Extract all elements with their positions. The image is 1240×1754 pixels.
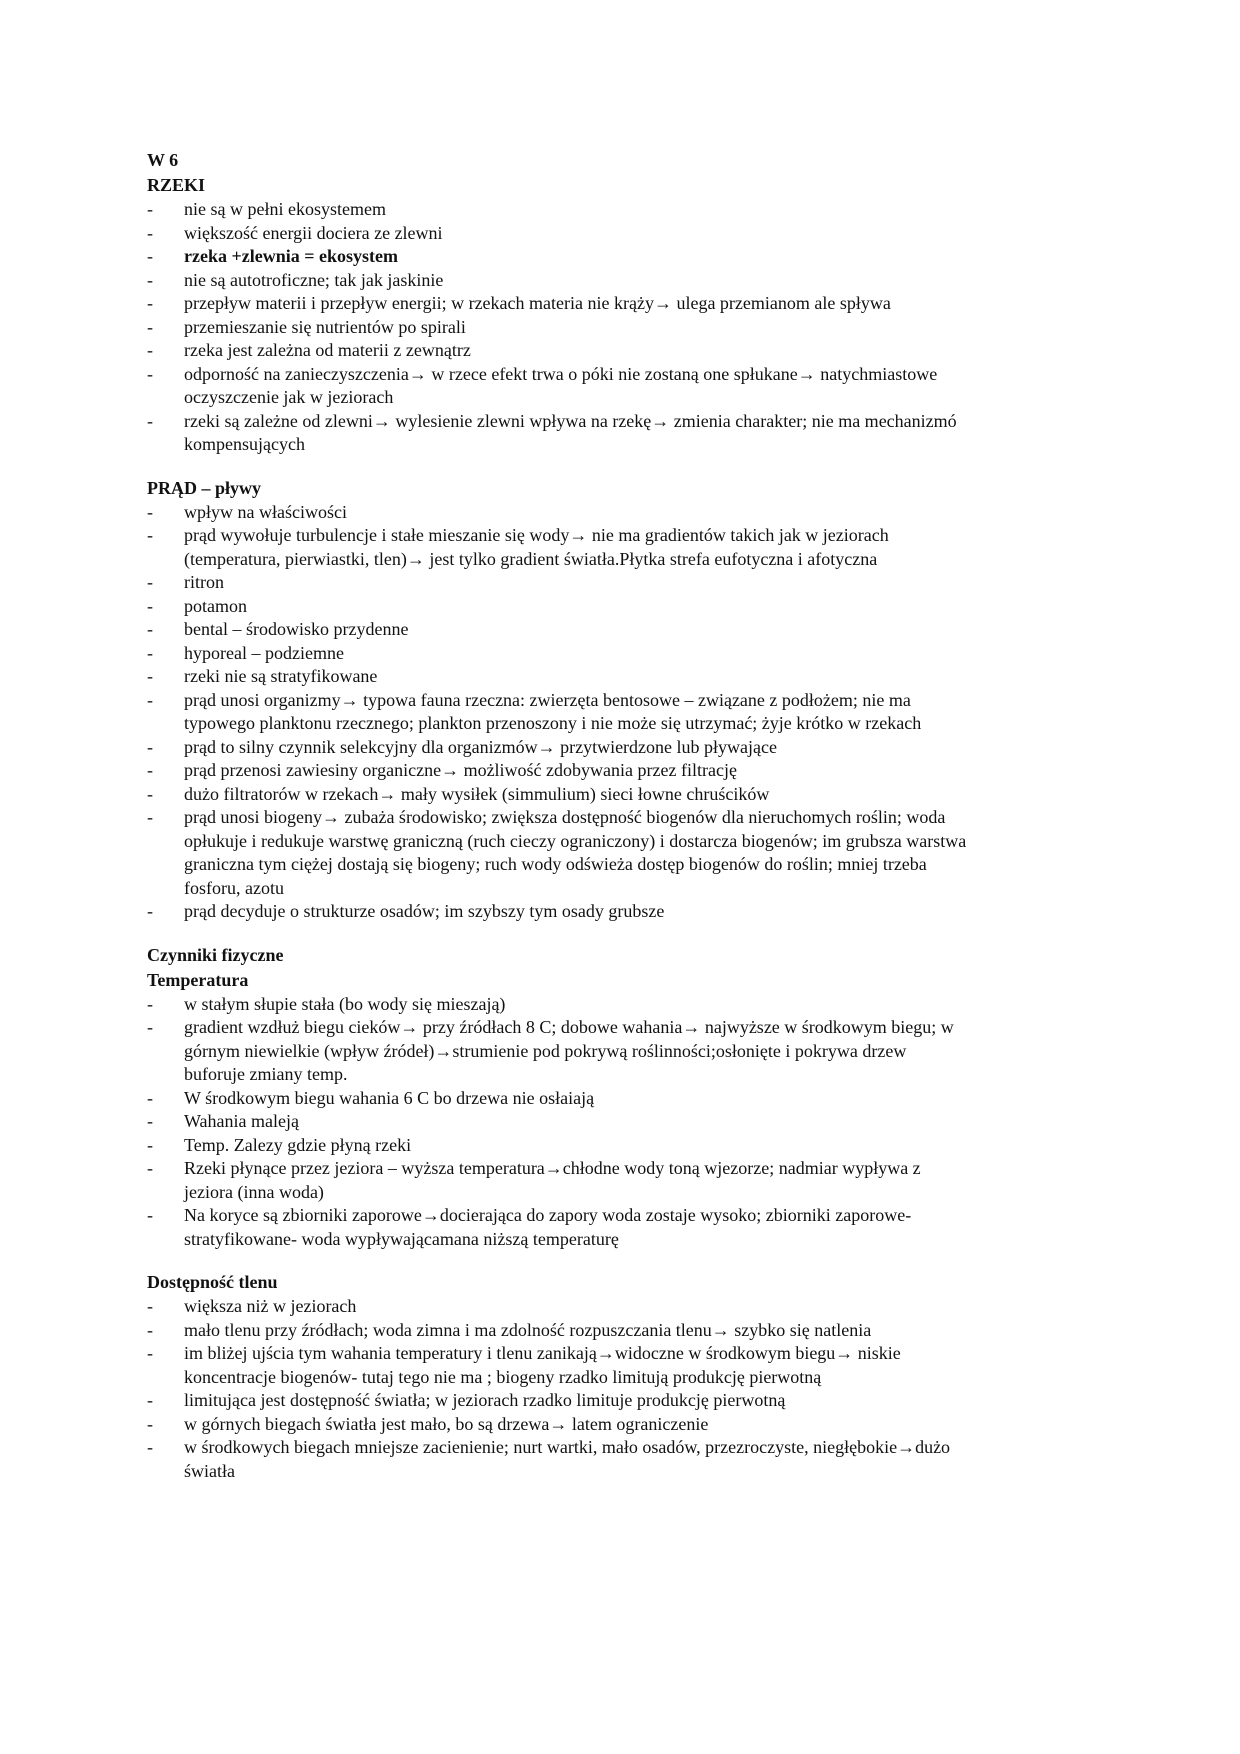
list-item: - potamon — [147, 595, 247, 616]
list-item: - prąd unosi organizmy→ typowa fauna rzeczna: zwierzęta bentosowe – związane z podłożem; nie ma typowego planktonu rzecznego; plankton przenoszony i nie może się utrzymać; żyje krótko w rzekach — [147, 689, 922, 733]
subheading-temperatura: Temperatura — [147, 969, 249, 990]
bullet-list-rzeki — [147, 198, 1107, 457]
list-item: - dużo filtratorów w rzekach→ mały wysiłek (simmulium) sieci łowne chruścików — [147, 783, 770, 804]
list-item: - bental – środowisko przydenne — [147, 619, 409, 639]
list-item: - rzeka jest zależna od materii z zewnątrz — [147, 340, 471, 360]
bullet-list-tlen — [147, 1295, 1107, 1483]
bullet-list-temperatura — [147, 993, 1107, 1252]
section-heading-prad: PRĄD – pływy — [147, 477, 262, 498]
list-item: - w górnych biegach światła jest mało, bo są drzewa→ latem ograniczenie — [147, 1413, 709, 1434]
lecture-label: W 6 — [147, 150, 179, 170]
list-item: - rzeki nie są stratyfikowane — [147, 666, 378, 686]
document-page — [147, 148, 1107, 1483]
list-item: - hyporeal – podziemne — [147, 642, 344, 663]
list-item: - nie są autotroficzne; tak jak jaskinie — [147, 269, 444, 290]
list-item: - im bliżej ujścia tym wahania temperatury i tlenu zanikają→widoczne w środkowym biegu→ niskie koncentracje biogenów- tutaj tego nie ma ; biogeny rzadko limitują produkcję pierwotną — [147, 1343, 901, 1387]
list-item: - prąd unosi biogeny→ zubaża środowisko; zwiększa dostępność biogenów dla nieruchomych roślin; woda opłukuje i redukuje warstwę graniczną (ruch cieczy ograniczony) i dostarcza biogenów; im grubsza warstwa graniczna tym ciężej dostają się biogeny; ruch wody odświeża dostęp biogenów do roślin; mniej trzeba fosforu, azotu — [147, 807, 967, 898]
list-item: - w środkowych biegach mniejsze zacienienie; nurt wartki, mało osadów, przezroczyste, niegłębokie→dużo światła — [147, 1437, 951, 1481]
list-item: - wpływ na właściwości — [147, 501, 347, 522]
list-item: - prąd wywołuje turbulencje i stałe mieszanie się wody→ nie ma gradientów takich jak w jeziorach (temperatura, pierwiastki, tlen)→ jest tylko gradient światła.Płytka strefa eufotyczna i afotyczna — [147, 525, 889, 569]
list-item: - limitująca jest dostępność światła; w jeziorach rzadko limituje produkcję pierwotną — [147, 1390, 786, 1410]
list-item: - odporność na zanieczyszczenia→ w rzece efekt trwa o póki nie zostaną one spłukane→ natychmiastowe oczyszczenie jak w jeziorach — [147, 363, 938, 407]
section-heading-rzeki: RZEKI — [147, 175, 206, 195]
bullet-list-prad — [147, 501, 1107, 924]
list-item: - rzeka +zlewnia = ekosystem — [147, 246, 398, 266]
list-item: - Temp. Zalezy gdzie płyną rzeki — [147, 1134, 412, 1155]
list-item: - mało tlenu przy źródłach; woda zimna i ma zdolność rozpuszczania tlenu→ szybko się natlenia — [147, 1319, 872, 1340]
list-item: - ritron — [147, 572, 224, 592]
list-item: - przemieszanie się nutrientów po spirali — [147, 316, 466, 337]
list-item: - rzeki są zależne od zlewni→ wylesienie zlewni wpływa na rzekę→ zmienia charakter; nie ma mechanizmó kompensujących — [147, 410, 957, 454]
list-item: - Wahania maleją — [147, 1111, 299, 1131]
section-heading-czynniki: Czynniki fizyczne — [147, 944, 284, 965]
list-item: - większość energii dociera ze zlewni — [147, 222, 443, 243]
list-item: - prąd decyduje o strukturze osadów; im szybszy tym osady grubsze — [147, 901, 665, 921]
list-item: - Na koryce są zbiorniki zaporowe→docierająca do zapory woda zostaje wysoko; zbiorniki zaporowe- stratyfikowane- woda wypływającamana niższą temperaturę — [147, 1205, 912, 1249]
list-item: - prąd przenosi zawiesiny organiczne→ możliwość zdobywania przez filtrację — [147, 760, 737, 780]
list-item: - nie są w pełni ekosystemem — [147, 199, 386, 219]
list-item: - większa niż w jeziorach — [147, 1296, 357, 1316]
list-item: - gradient wzdłuż biegu cieków→ przy źródłach 8 C; dobowe wahania→ najwyższe w środkowym biegu; w górnym niewielkie (wpływ źródeł)→strumienie pod pokrywą roślinności;osłonięte i pokrywa drzew buforuje zmiany temp. — [147, 1017, 954, 1084]
section-heading-tlen: Dostępność tlenu — [147, 1272, 278, 1292]
list-item: - przepływ materii i przepływ energii; w rzekach materia nie krąży→ ulega przemianom ale spływa — [147, 293, 891, 313]
list-item: - W środkowym biegu wahania 6 C bo drzewa nie osłaiają — [147, 1087, 595, 1108]
list-item: - prąd to silny czynnik selekcyjny dla organizmów→ przytwierdzone lub pływające — [147, 736, 777, 757]
list-item: - Rzeki płynące przez jeziora – wyższa temperatura→chłodne wody toną wjezorze; nadmiar wypływa z jeziora (inna woda) — [147, 1158, 921, 1202]
list-item: - w stałym słupie stała (bo wody się mieszają) — [147, 993, 506, 1014]
